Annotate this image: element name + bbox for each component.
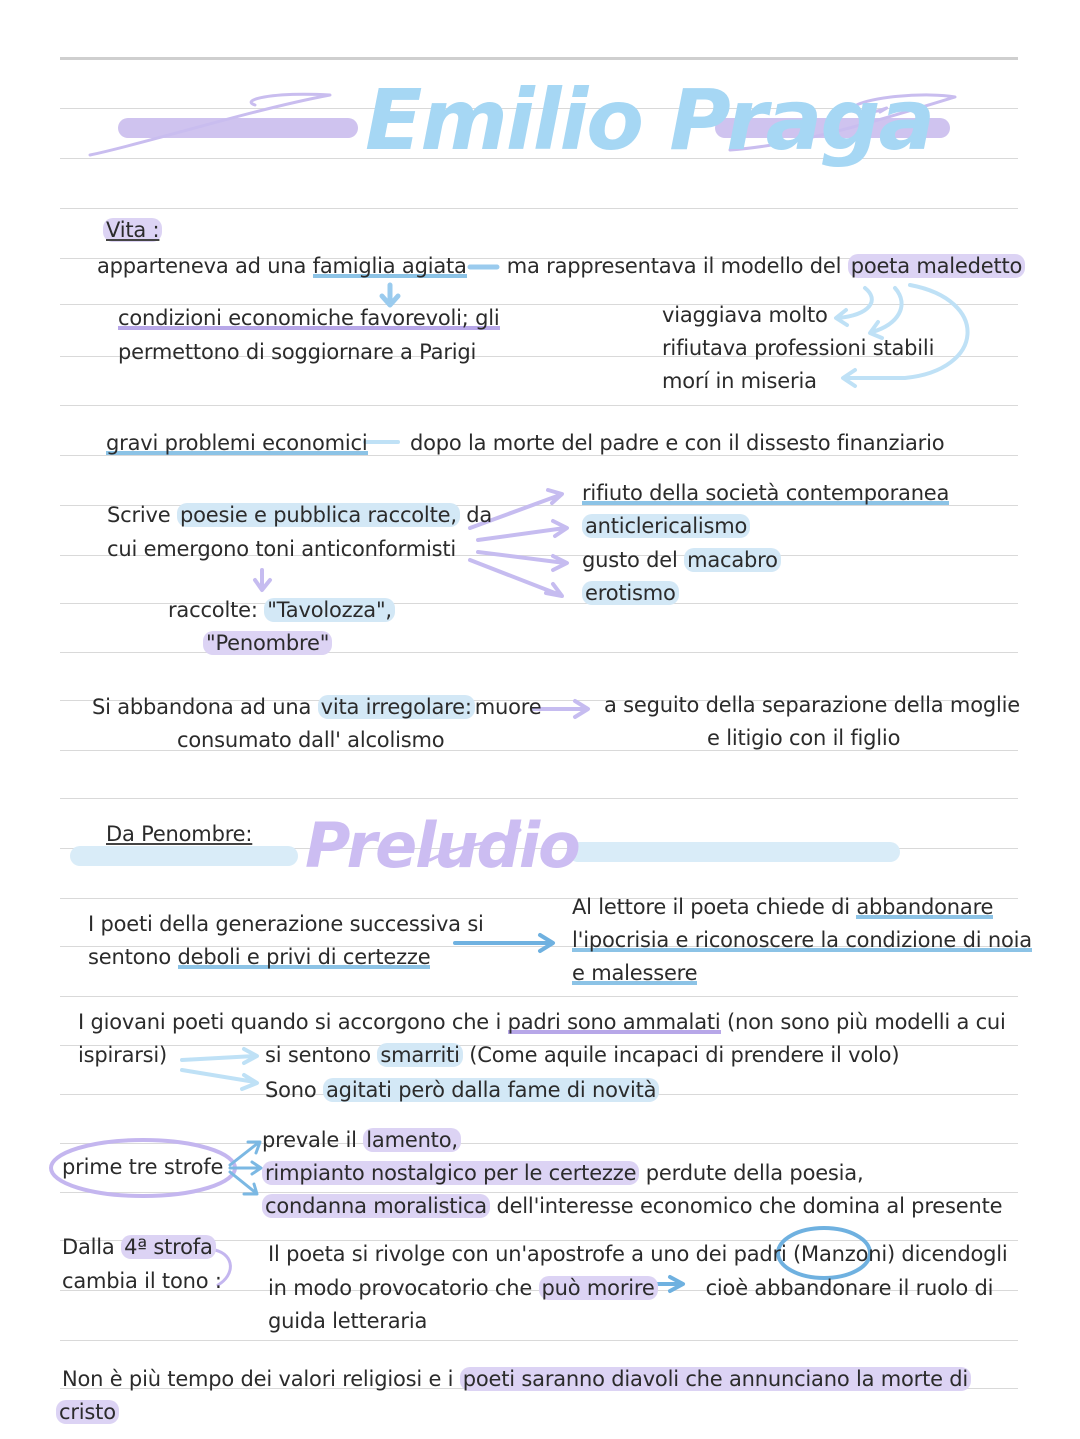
arrow-right-icon xyxy=(182,1070,257,1089)
seguito-line1: a seguito della separazione della moglie xyxy=(604,693,1020,717)
dopo-morte: dopo la morte del padre e con il dissesto finanziario xyxy=(410,431,945,455)
text: da xyxy=(459,503,493,527)
text: gusto del xyxy=(582,548,685,572)
rivolge-line2 xyxy=(268,1272,993,1305)
giovani-line2: ispirarsi) xyxy=(78,1043,168,1067)
text: Da Penombre: xyxy=(106,822,253,846)
text: ) dicendogli xyxy=(886,1242,1008,1266)
cond-line2: permettono di soggiornare a Parigi xyxy=(118,340,477,364)
poeti-diavoli: poeti saranno diavoli che annunciano la morte di xyxy=(460,1367,971,1391)
page-title: Emilio Praga xyxy=(365,71,934,169)
tema-2 xyxy=(582,510,750,543)
deboli-privi: deboli e privi di certezze xyxy=(177,945,431,969)
section-title-preludio: Preludio xyxy=(305,809,579,882)
text: (Come aquile incapaci di prendere il volo) xyxy=(462,1043,900,1067)
tema-3 xyxy=(582,544,781,577)
text: apparteneva ad una xyxy=(97,254,313,278)
text: Sono xyxy=(265,1078,324,1102)
quarta-strofa: 4ª strofa xyxy=(121,1235,216,1259)
text: Non è più tempo dei valori religiosi e i xyxy=(62,1367,460,1391)
famiglia-agiata: famiglia agiata xyxy=(312,254,467,278)
text: Scrive xyxy=(107,503,177,527)
text: Si abbandona ad una xyxy=(92,695,318,719)
dalla-line1 xyxy=(62,1231,216,1264)
lamento: lamento, xyxy=(363,1128,461,1152)
arrow-up-icon xyxy=(230,1142,260,1165)
arrow-down-icon xyxy=(255,570,270,590)
text: anticlericalismo xyxy=(582,514,750,538)
abbandona-line1 xyxy=(92,691,541,724)
raccolte-line2 xyxy=(203,627,332,660)
smarriti: smarriti xyxy=(377,1043,462,1067)
text: cioè abbandonare il ruolo di xyxy=(705,1276,994,1300)
text: Dalla xyxy=(62,1235,122,1259)
finale-line2 xyxy=(56,1396,119,1429)
lettore-line2 xyxy=(572,924,1032,957)
poeta-trait-1: viaggiava molto xyxy=(662,303,828,327)
dalla-line2: cambia il tono : xyxy=(62,1269,222,1293)
text: in modo provocatorio che xyxy=(268,1276,539,1300)
tavolozza: "Tavolozza", xyxy=(264,598,395,622)
text: Al lettore il poeta chiede di xyxy=(572,895,857,919)
text: Il poeta si rivolge con un'apostrofe a uno dei padri ( xyxy=(268,1242,802,1266)
tema-1 xyxy=(582,477,949,510)
arrow-4 xyxy=(470,560,562,596)
tema-4 xyxy=(582,577,679,610)
abbandona-line2: consumato dall' alcolismo xyxy=(177,728,445,752)
swirl-left xyxy=(90,94,330,155)
rimpianto: rimpianto nostalgico per le certezze xyxy=(262,1161,639,1185)
da-penombre xyxy=(106,818,252,851)
scrive-line2: cui emergono toni anticonformisti xyxy=(107,537,456,561)
text: muore xyxy=(474,695,542,719)
lettore-line1 xyxy=(572,891,993,924)
curve-arrow-1 xyxy=(836,288,872,325)
smarriti-line xyxy=(265,1039,899,1072)
text: perdute della poesia, xyxy=(639,1161,864,1185)
poeta-trait-2: rifiutava professioni stabili xyxy=(662,336,935,360)
text: raccolte: xyxy=(168,598,265,622)
arrow-down-icon xyxy=(230,1172,257,1194)
text: l'ipocrisia e riconoscere la condizione di noia xyxy=(572,928,1032,952)
cristo: cristo xyxy=(56,1400,119,1424)
text: condizioni economiche favorevoli; gli xyxy=(118,306,500,330)
puo-morire: può morire xyxy=(539,1276,658,1300)
text: e malessere xyxy=(572,961,698,985)
gravi-problemi xyxy=(106,427,368,460)
agitati-line xyxy=(265,1074,659,1107)
text: ma rappresentava il modello del xyxy=(506,254,848,278)
curve-arrow-2 xyxy=(870,288,902,338)
macabro: macabro xyxy=(684,548,781,572)
raccolte-line1 xyxy=(168,594,395,627)
rivolge-line1 xyxy=(268,1238,1008,1271)
text: I giovani poeti quando si accorgono che i xyxy=(78,1010,508,1034)
vita-irregolare: vita irregolare: xyxy=(318,695,475,719)
vita-line1 xyxy=(97,250,1025,283)
text: si sentono xyxy=(265,1043,378,1067)
highlight: poesie e pubblica raccolte, xyxy=(177,503,460,527)
scrive-line1 xyxy=(107,499,492,532)
seguito-line2: e litigio con il figlio xyxy=(707,726,901,750)
strofe-2 xyxy=(262,1157,863,1190)
manzoni: Manzoni xyxy=(801,1242,887,1266)
text: gravi problemi economici xyxy=(106,431,368,455)
section-heading-vita xyxy=(103,214,162,247)
penombre: "Penombre" xyxy=(203,631,332,655)
text: prevale il xyxy=(262,1128,364,1152)
poeta-trait-3: morí in miseria xyxy=(662,369,817,393)
poeti-line2 xyxy=(88,941,430,974)
text: rifiuto della società contemporanea xyxy=(582,481,950,505)
text: sentono xyxy=(88,945,178,969)
arrow-right-icon xyxy=(182,1049,257,1063)
text: erotismo xyxy=(582,581,679,605)
lettore-line3 xyxy=(572,957,697,990)
rivolge-line3: guida letteraria xyxy=(268,1309,428,1333)
poeta-maledetto: poeta maledetto xyxy=(848,254,1026,278)
giovani-line1 xyxy=(78,1006,1006,1039)
vita-heading: Vita : xyxy=(103,218,162,242)
finale-line1 xyxy=(62,1363,971,1396)
strofe-1 xyxy=(262,1124,461,1157)
text: (non sono più modelli a cui xyxy=(720,1010,1006,1034)
cond-line1 xyxy=(118,302,500,335)
fame-novita: agitati però dalla fame di novità xyxy=(323,1078,659,1102)
poeti-line1: I poeti della generazione successiva si xyxy=(88,912,484,936)
abbandonare: abbandonare xyxy=(856,895,994,919)
text: dell'interesse economico che domina al presente xyxy=(489,1194,1003,1218)
condanna: condanna moralistica xyxy=(262,1194,490,1218)
strofe-3 xyxy=(262,1190,1002,1223)
padri-ammalati: padri sono ammalati xyxy=(507,1010,721,1034)
prime-tre-strofe: prime tre strofe xyxy=(62,1155,224,1179)
